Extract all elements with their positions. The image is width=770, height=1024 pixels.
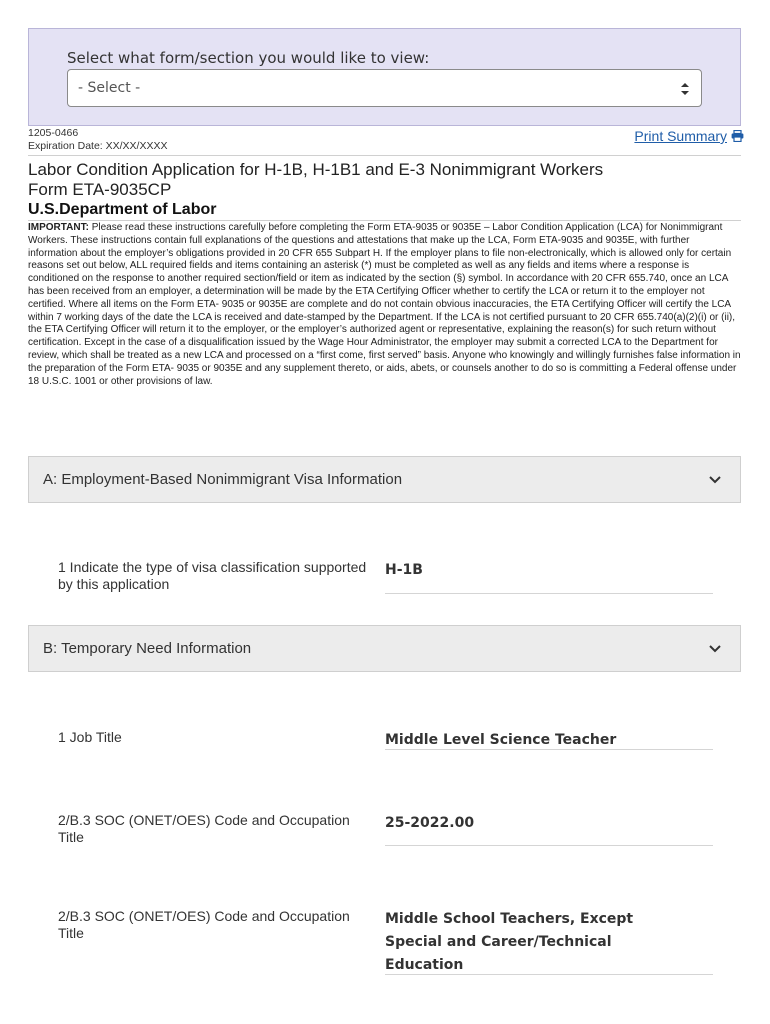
section-a-title: A: Employment-Based Nonimmigrant Visa Information [43, 471, 403, 488]
chevron-down-icon [708, 475, 722, 485]
form-title: Labor Condition Application for H-1B, H-1B1 and E-3 Nonimmigrant Workers [28, 160, 604, 179]
form-section-select[interactable] [67, 69, 702, 107]
form-number: Form ETA-9035CP [28, 180, 172, 199]
form-title-block [28, 160, 741, 220]
field-underline [385, 845, 713, 846]
field-label: 2/B.3 SOC (ONET/OES) Code and Occupation Title [58, 908, 350, 941]
select-arrows-icon [681, 82, 689, 96]
important-instructions [28, 222, 741, 388]
printer-icon [731, 130, 744, 142]
selector-label: Select what form/section you would like to view: [67, 49, 430, 67]
section-b-title: B: Temporary Need Information [43, 640, 252, 657]
important-text: Please read these instructions carefully before completing the Form ETA-9035 or 9035E – Labor Condition Application (LCA) for Nonimmigrant Workers. These instructions contain full explanations of the questions and attestations that make up the LCA, Form ETA-9035 and 9035E, with further information about the employer’s obligations provided in 20 CFR 655 Subpart H. If the employer plans to file non-electronically, which is allowed only for certain reasons set out below, ALL required fields and items containing an asterisk (*) must be completed as well as any fields and items where a response is conditioned on the response to another required section/field or item as indicated by the section (§) symbol. In accordance with 20 CFR 655.740, once an LCA has been received from an employer, a determination will be made by the ETA Certifying Officer whether to certify the LCA or return it to the employer not certified. Where all items on the Form ETA- 9035 or 9035E are complete and do not contain obvious inaccuracies, the ETA Certifying Officer will certify the LCA within 7 working days of the date the LCA is received and date-stamped by the Department. If the LCA is not certified pursuant to 20 CFR 655.740(a)(2)(i) or (ii), the ETA Certifying Officer will return it to the employer, or the employer’s authorized agent or representative, explaining the reason(s) for such return without certification. Except in the case of a disqualification issued by the Wage Hour Administrator, the employer may submit a corrected LCA to the Department for review, which shall be treated as a new LCA and processed on a “first come, first served” basis. Anyone who knowingly and willingly furnishes false information in the preparation of the Form ETA- 9035 or 9035E and any supplement thereto, or aids, abets, or counsels another to do so is committing a Federal offense under 18 U.S.C. 1001 or other provisions of law. [28, 222, 741, 387]
omb-info [28, 127, 167, 153]
field-occupation-title [58, 908, 713, 978]
field-underline [385, 593, 713, 594]
select-value: - Select - [78, 80, 141, 96]
field-underline [385, 749, 713, 750]
department-name: U.S.Department of Labor [28, 201, 217, 218]
omb-number: 1205-0466 [28, 127, 79, 139]
important-label: IMPORTANT: [28, 222, 89, 233]
field-underline [385, 974, 713, 975]
field-label: 2/B.3 SOC (ONET/OES) Code and Occupation Title [58, 812, 350, 845]
header-divider [28, 155, 741, 156]
print-summary-link[interactable] [634, 128, 744, 144]
print-summary-label: Print Summary [634, 128, 727, 144]
field-value: H-1B [385, 562, 423, 578]
section-a-accordion[interactable] [28, 456, 741, 503]
section-b-accordion[interactable] [28, 625, 741, 672]
chevron-down-icon [708, 644, 722, 654]
field-soc-code [58, 812, 713, 852]
field-value: 25-2022.00 [385, 815, 475, 831]
field-label: 1 Job Title [58, 729, 122, 745]
title-divider [28, 220, 741, 221]
field-label: 1 Indicate the type of visa classification supported by this application [58, 559, 367, 592]
form-section-selector-panel [28, 28, 741, 126]
field-value: Middle Level Science Teacher [385, 732, 617, 748]
expiration-date: Expiration Date: XX/XX/XXXX [28, 140, 168, 152]
field-job-title [58, 729, 713, 759]
field-value: Middle School Teachers, Except Special and Career/Technical Education [385, 911, 634, 973]
field-visa-classification [58, 559, 713, 599]
